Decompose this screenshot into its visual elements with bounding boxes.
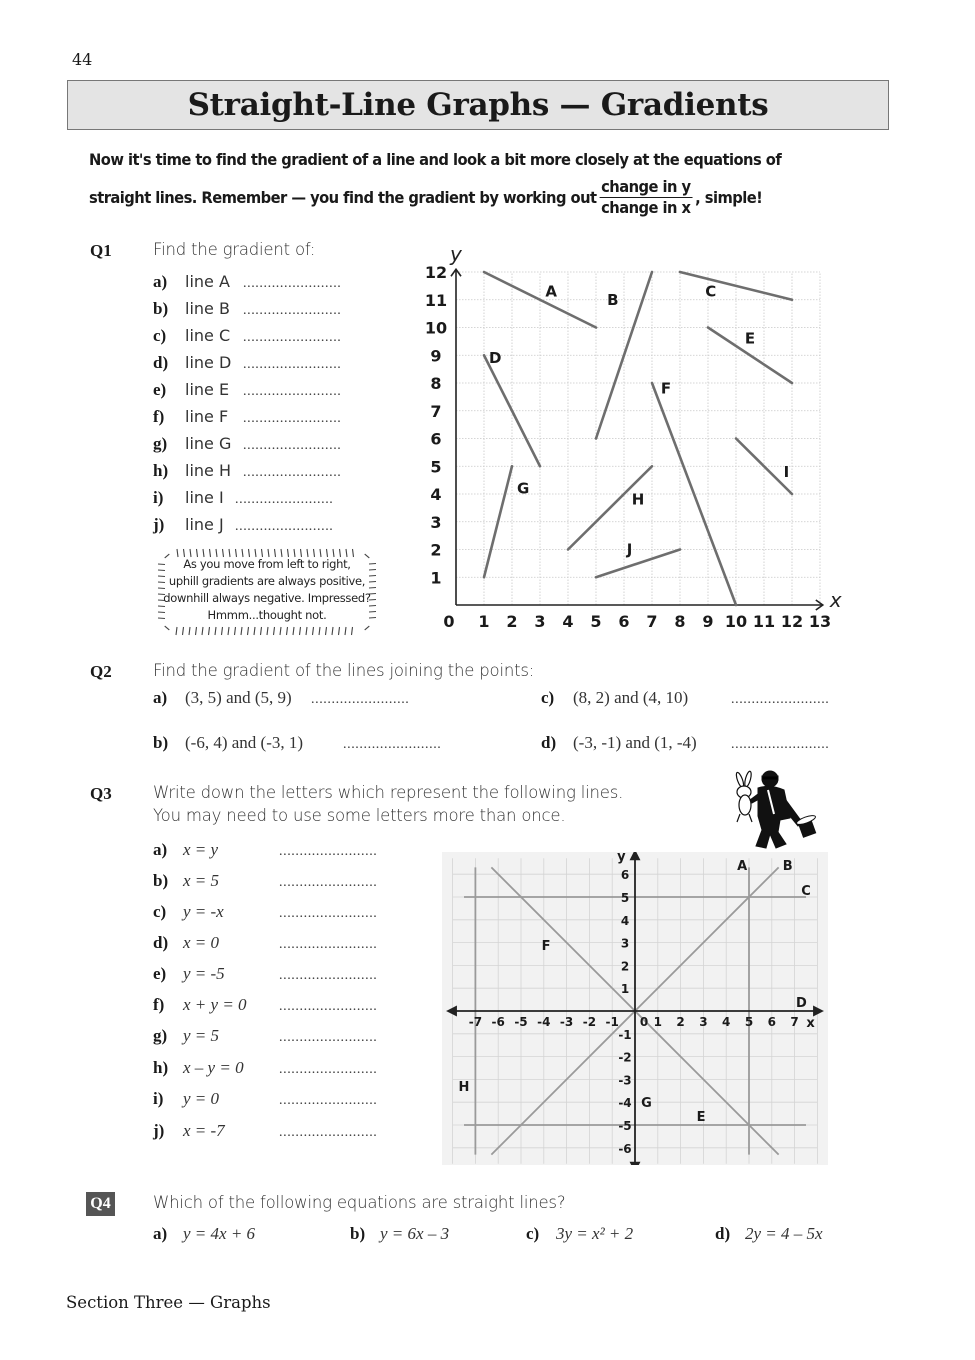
svg-text:-2: -2: [582, 1015, 597, 1029]
item-text: (3, 5) and (5, 9): [185, 688, 292, 707]
svg-text:-1: -1: [605, 1015, 619, 1029]
answer-field[interactable]: ........................: [279, 1125, 378, 1140]
page-number: 44: [72, 50, 93, 69]
item-text: line H: [185, 461, 231, 480]
svg-text:D: D: [488, 349, 502, 368]
item-text: line C: [185, 326, 231, 345]
answer-field[interactable]: ........................: [243, 465, 342, 480]
q2-prompt: Find the gradient of the lines joining the points:: [153, 661, 535, 680]
tip-text: [155, 556, 379, 624]
item-text: x = 5: [183, 871, 220, 890]
q3-item: [153, 902, 377, 933]
svg-text:9: 9: [430, 346, 442, 366]
svg-text:11: 11: [424, 290, 448, 310]
answer-field[interactable]: ........................: [731, 737, 830, 752]
q3-item: [153, 933, 377, 964]
q3-item: [153, 871, 377, 902]
svg-text:2: 2: [430, 540, 442, 560]
q1-item: [153, 299, 341, 326]
svg-text:8: 8: [674, 612, 686, 631]
svg-text:10: 10: [724, 612, 748, 631]
svg-text:y: y: [617, 852, 626, 865]
svg-text:B: B: [607, 290, 619, 309]
item-letter: c): [153, 902, 167, 921]
item-text: line D: [185, 353, 232, 372]
item-text: x = y: [183, 840, 219, 859]
answer-field[interactable]: ........................: [279, 1093, 378, 1108]
q1-item: [153, 407, 341, 434]
item-letter: c): [541, 688, 555, 707]
item-text: y = 5: [183, 1026, 220, 1045]
q4-item: [715, 1224, 823, 1244]
q1-item: [153, 434, 341, 461]
q1-item: [153, 380, 341, 407]
svg-text:7: 7: [790, 1015, 799, 1029]
fraction-denominator: change in x: [601, 198, 691, 218]
answer-field[interactable]: ........................: [279, 1030, 378, 1045]
answer-field[interactable]: ........................: [343, 737, 442, 752]
answer-field[interactable]: ........................: [279, 999, 378, 1014]
svg-text:x: x: [829, 588, 842, 612]
svg-text:7: 7: [430, 401, 442, 421]
svg-text:E: E: [744, 329, 756, 348]
answer-field[interactable]: ........................: [279, 844, 378, 859]
page-title: Straight-Line Graphs — Gradients: [187, 87, 769, 123]
svg-text:1: 1: [620, 982, 630, 997]
q3-item: [153, 1121, 377, 1152]
answer-field[interactable]: ........................: [243, 357, 342, 372]
item-letter: b): [153, 299, 169, 318]
item-letter: h): [153, 461, 169, 480]
svg-text:F: F: [541, 938, 551, 954]
item-text: y = 0: [183, 1089, 220, 1108]
item-letter: b): [350, 1224, 366, 1243]
gradient-fraction: [599, 178, 692, 218]
svg-text:D: D: [796, 995, 807, 1011]
fraction-numerator: change in y: [599, 178, 692, 198]
item-text: x + y = 0: [183, 995, 247, 1014]
svg-text:-3: -3: [559, 1015, 574, 1029]
svg-text:C: C: [801, 884, 811, 900]
answer-field[interactable]: ........................: [243, 384, 342, 399]
svg-text:3: 3: [699, 1015, 708, 1029]
answer-field[interactable]: ........................: [243, 438, 342, 453]
q4-item: [526, 1224, 633, 1244]
svg-text:A: A: [737, 859, 748, 875]
item-text: y = 4x + 6: [183, 1224, 256, 1243]
item-text: (-6, 4) and (-3, 1): [185, 733, 304, 752]
q2-item: [153, 733, 441, 753]
answer-field[interactable]: ........................: [279, 937, 378, 952]
intro-line-2: [89, 178, 762, 218]
item-text: line B: [185, 299, 230, 318]
item-text: line F: [185, 407, 229, 426]
item-letter: c): [153, 326, 167, 345]
svg-text:4: 4: [562, 612, 574, 631]
q1-item: [153, 353, 341, 380]
item-letter: d): [153, 933, 169, 952]
q2-label: Q2: [90, 662, 112, 681]
svg-text:E: E: [696, 1109, 706, 1125]
item-text: 3y = x² + 2: [556, 1224, 634, 1243]
item-text: (-3, -1) and (1, -4): [573, 733, 697, 752]
svg-text:H: H: [458, 1080, 470, 1096]
svg-text:H: H: [631, 490, 645, 509]
magician-icon: [728, 770, 823, 852]
svg-text:A: A: [545, 282, 558, 301]
item-text: 2y = 4 – 5x: [745, 1224, 823, 1243]
q3-graph: [442, 852, 828, 1165]
svg-text:y: y: [450, 241, 462, 266]
svg-text:-1: -1: [618, 1027, 632, 1042]
item-letter: c): [526, 1224, 540, 1243]
svg-text:3: 3: [620, 936, 630, 951]
q1-item: [153, 515, 333, 542]
svg-text:3: 3: [430, 512, 442, 532]
svg-text:5: 5: [430, 457, 442, 477]
item-letter: a): [153, 272, 168, 291]
item-letter: f): [153, 407, 165, 426]
q3-item: [153, 1089, 377, 1120]
item-letter: a): [153, 688, 168, 707]
tip-line: Hmmm...thought not.: [207, 608, 327, 622]
q4-badge: Q4: [86, 1192, 115, 1216]
item-text: y = 6x – 3: [380, 1224, 450, 1243]
svg-text:-2: -2: [618, 1050, 632, 1065]
q3-prompt-line-2: You may need to use some letters more than once.: [153, 806, 566, 825]
tip-line: downhill always negative. Impressed?: [163, 591, 371, 605]
item-letter: d): [541, 733, 557, 752]
item-letter: d): [153, 353, 169, 372]
answer-field[interactable]: ........................: [279, 875, 378, 890]
item-text: line G: [185, 434, 232, 453]
q3-item: [153, 995, 377, 1026]
answer-field[interactable]: ........................: [235, 519, 334, 534]
q1-prompt: Find the gradient of:: [153, 240, 316, 259]
tip-line: uphill gradients are always positive,: [168, 574, 366, 588]
svg-text:x: x: [806, 1016, 815, 1031]
answer-field[interactable]: ........................: [279, 968, 378, 983]
item-text: y = -5: [183, 964, 225, 983]
item-letter: a): [153, 840, 168, 859]
svg-text:-3: -3: [618, 1073, 632, 1088]
q3-prompt-line-1: Write down the letters which represent the following lines.: [153, 783, 624, 802]
answer-field[interactable]: ........................: [243, 411, 342, 426]
answer-field[interactable]: ........................: [243, 303, 342, 318]
item-letter: h): [153, 1058, 169, 1077]
svg-text:F: F: [660, 379, 672, 398]
svg-text:0: 0: [639, 1015, 649, 1029]
item-letter: e): [153, 964, 167, 983]
item-text: x = -7: [183, 1121, 225, 1140]
svg-text:-4: -4: [537, 1015, 551, 1029]
line-J: [596, 550, 680, 578]
item-text: line A: [185, 272, 230, 291]
svg-text:I: I: [783, 462, 790, 481]
svg-text:4: 4: [620, 913, 630, 928]
svg-text:2: 2: [620, 959, 630, 974]
item-letter: a): [153, 1224, 168, 1243]
svg-text:8: 8: [430, 374, 442, 393]
svg-text:12: 12: [780, 612, 804, 631]
item-text: y = -x: [183, 902, 224, 921]
svg-text:4: 4: [430, 485, 442, 504]
item-letter: b): [153, 871, 169, 890]
svg-text:7: 7: [646, 612, 658, 631]
item-letter: g): [153, 434, 168, 453]
item-letter: g): [153, 1026, 168, 1045]
item-letter: j): [153, 515, 165, 534]
svg-text:-6: -6: [618, 1141, 632, 1156]
q1-label: Q1: [90, 241, 112, 260]
svg-text:G: G: [517, 479, 530, 498]
svg-text:1: 1: [653, 1015, 662, 1029]
svg-text:-7: -7: [468, 1015, 483, 1029]
tip-bubble: [155, 546, 379, 638]
svg-text:6: 6: [618, 612, 630, 631]
svg-text:10: 10: [424, 318, 448, 338]
q2-item: [541, 688, 829, 708]
svg-text:2: 2: [676, 1015, 685, 1029]
svg-text:2: 2: [506, 612, 518, 631]
svg-text:5: 5: [744, 1015, 754, 1029]
title-bar: [67, 80, 889, 130]
q1-item: [153, 461, 341, 488]
item-letter: b): [153, 733, 169, 752]
svg-text:4: 4: [722, 1015, 731, 1029]
item-letter: i): [153, 488, 164, 507]
answer-field[interactable]: ........................: [279, 906, 378, 921]
svg-text:6: 6: [430, 429, 442, 449]
answer-field[interactable]: ........................: [243, 330, 342, 345]
q2-item: [153, 688, 409, 708]
svg-text:6: 6: [767, 1015, 776, 1029]
item-letter: d): [715, 1224, 731, 1243]
svg-text:J: J: [626, 540, 633, 559]
svg-text:9: 9: [702, 612, 714, 631]
item-text: x = 0: [183, 933, 220, 952]
svg-text:B: B: [782, 859, 793, 875]
q4-prompt: Which of the following equations are straight lines?: [153, 1193, 566, 1212]
q3-label: Q3: [90, 784, 112, 803]
tip-line: As you move from left to right,: [183, 557, 351, 571]
q3-item: [153, 1058, 377, 1089]
svg-text:-4: -4: [618, 1096, 632, 1111]
svg-text:1: 1: [478, 612, 490, 631]
svg-text:-6: -6: [491, 1015, 505, 1029]
intro-line-1: Now it's time to find the gradient of a line and look a bit more closely at the equations of: [89, 150, 782, 169]
svg-text:12: 12: [424, 263, 448, 282]
q3-item: [153, 840, 377, 871]
item-letter: j): [153, 1121, 165, 1140]
item-text: x – y = 0: [183, 1058, 244, 1077]
item-text: line E: [185, 380, 230, 399]
svg-text:3: 3: [534, 612, 546, 631]
svg-text:1: 1: [430, 568, 442, 588]
item-text: line I: [185, 488, 224, 507]
q1-item: [153, 272, 341, 299]
answer-field[interactable]: ........................: [731, 692, 830, 707]
answer-field[interactable]: ........................: [279, 1062, 378, 1077]
item-text: line J: [185, 515, 224, 534]
q4-item: [153, 1224, 255, 1244]
item-text: (8, 2) and (4, 10): [573, 688, 689, 707]
q3-item: [153, 964, 377, 995]
item-letter: i): [153, 1089, 164, 1108]
answer-field[interactable]: ........................: [243, 276, 342, 291]
svg-text:G: G: [641, 1096, 652, 1112]
q4-item: [350, 1224, 449, 1244]
svg-text:5: 5: [620, 891, 630, 905]
q3-item: [153, 1026, 377, 1057]
q1-item: [153, 326, 341, 353]
answer-field[interactable]: ........................: [235, 492, 334, 507]
intro-text-end: , simple!: [695, 188, 763, 208]
item-letter: f): [153, 995, 165, 1014]
q1-item: [153, 488, 333, 515]
intro-text: straight lines. Remember — you find the gradient by working out: [89, 188, 597, 208]
svg-text:-5: -5: [618, 1119, 632, 1133]
q2-item: [541, 733, 829, 753]
svg-text:6: 6: [620, 868, 630, 883]
svg-text:-5: -5: [514, 1015, 528, 1029]
svg-text:13: 13: [808, 612, 832, 631]
answer-field[interactable]: ........................: [311, 692, 410, 707]
section-footer: Section Three — Graphs: [66, 1293, 271, 1312]
svg-text:5: 5: [590, 612, 602, 631]
q1-graph: [415, 240, 845, 640]
svg-text:11: 11: [752, 612, 776, 631]
svg-text:0: 0: [443, 612, 455, 631]
item-letter: e): [153, 380, 167, 399]
svg-text:C: C: [705, 282, 717, 301]
